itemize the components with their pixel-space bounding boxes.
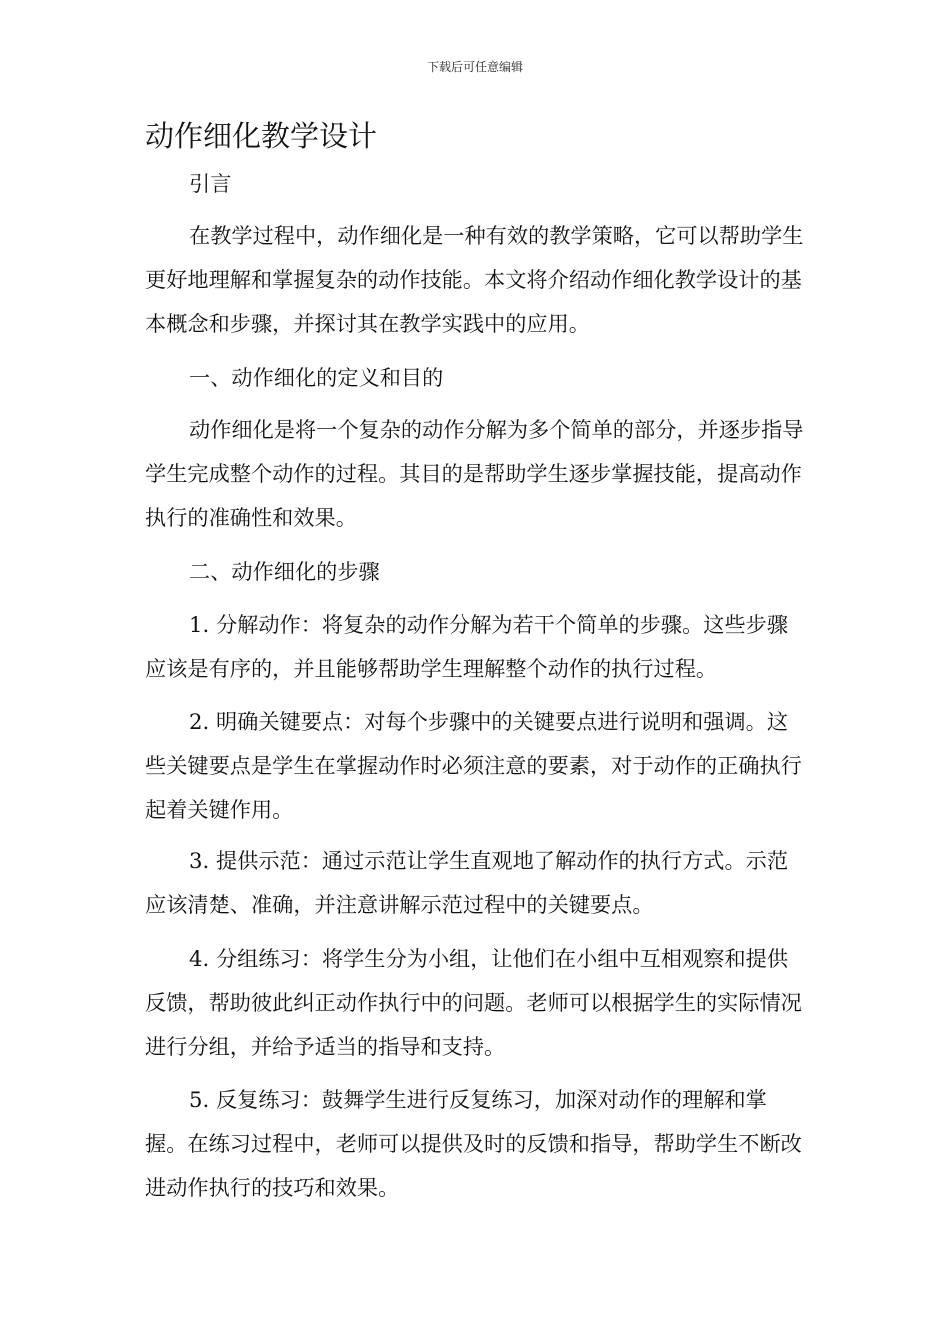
section-heading-steps: 二、动作细化的步骤	[189, 559, 380, 584]
list-item-step-2: 2. 明确关键要点：对每个步骤中的关键要点进行说明和强调。这些关键要点是学生在掌握动作时必须注意的要素，对于动作的正确执行起着关键作用。	[145, 709, 802, 822]
list-item-step-3: 3. 提供示范：通过示范让学生直观地了解动作的执行方式。示范应该清楚、准确，并注意讲解示范过程中的关键要点。	[145, 848, 789, 917]
list-item-step-4: 4. 分组练习：将学生分为小组，让他们在小组中互相观察和提供反馈，帮助彼此纠正动作执行中的问题。老师可以根据学生的实际情况进行分组，并给予适当的指导和支持。	[145, 946, 802, 1059]
paragraph-intro-heading: 引言	[189, 171, 232, 196]
header-note: 下载后可任意编辑	[426, 60, 523, 74]
paragraph-intro: 在教学过程中，动作细化是一种有效的教学策略，它可以帮助学生更好地理解和掌握复杂的动作技能。本文将介绍动作细化教学设计的基本概念和步骤，并探讨其在教学实践中的应用。	[145, 223, 804, 336]
section-heading-definition: 一、动作细化的定义和目的	[189, 365, 444, 390]
list-item-step-1: 1. 分解动作：将复杂的动作分解为若干个简单的步骤。这些步骤应该是有序的，并且能够帮助学生理解整个动作的执行过程。	[145, 612, 789, 681]
list-item-step-5: 5. 反复练习：鼓舞学生进行反复练习，加深对动作的理解和掌握。在练习过程中，老师可以提供及时的反馈和指导，帮助学生不断改进动作执行的技巧和效果。	[145, 1087, 802, 1200]
paragraph-definition: 动作细化是将一个复杂的动作分解为多个简单的部分，并逐步指导学生完成整个动作的过程。其目的是帮助学生逐步掌握技能，提高动作执行的准确性和效果。	[145, 417, 804, 530]
document-title: 动作细化教学设计	[145, 119, 378, 153]
